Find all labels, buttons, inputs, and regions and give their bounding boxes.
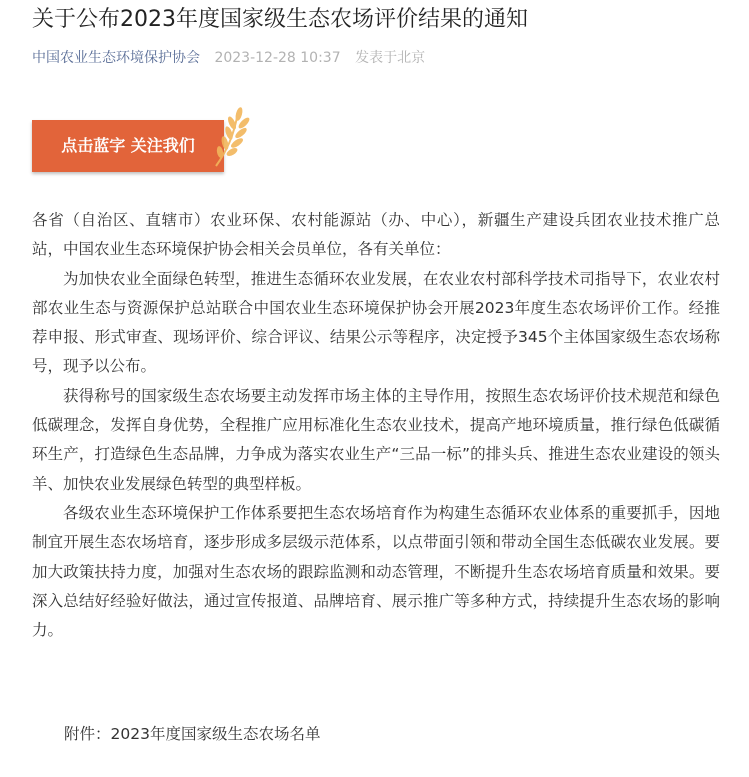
body-paragraph: 各级农业生态环境保护工作体系要把生态农场培育作为构建生态循环农业体系的重要抓手，因地制宜开展生态农场培育，逐步形成多层级示范体系，以点带面引领和带动全国生态低碳农业发展。要加大政策扶持力度，加强对生态农场的跟踪监测和动态管理，不断提升生态农场培育质量和效果。要深入总结好经验好做法，通过宣传报道、品牌培育、展示推广等多种方式，持续提升生态农场的影响力。 (32, 503, 720, 640)
salutation: 各省（自治区、直辖市）农业环保、农村能源站（办、中心），新疆生产建设兵团农业技术推广总站，中国农业生态环境保护协会相关会员单位，各有关单位： (32, 211, 720, 259)
article-body (32, 206, 720, 645)
article-title: 关于公布2023年度国家级生态农场评价结果的通知 (32, 7, 528, 32)
wheat-icon (208, 106, 254, 168)
attachment-line: 附件：2023年度国家级生态农场名单 (64, 725, 321, 743)
follow-banner[interactable] (32, 106, 252, 172)
follow-banner-label[interactable]: 点击蓝字 关注我们 (32, 120, 224, 172)
article-meta (32, 48, 425, 68)
publish-time: 2023-12-28 10:37 (214, 50, 341, 66)
body-paragraph: 获得称号的国家级生态农场要主动发挥市场主体的主导作用，按照生态农场评价技术规范和绿色低碳理念，发挥自身优势，全程推广应用标准化生态农业技术，提高产地环境质量，推行绿色低碳循环生产，打造绿色生态品牌，力争成为落实农业生产“三品一标”的排头兵、推进生态农业建设的领头羊、加快农业发展绿色转型的典型样板。 (32, 386, 720, 493)
body-paragraph: 为加快农业全面绿色转型，推进生态循环农业发展，在农业农村部科学技术司指导下，农业农村部农业生态与资源保护总站联合中国农业生态环境保护协会开展2023年度生态农场评价工作。经推荐申报、形式审查、现场评价、综合评议、结果公示等程序，决定授予345个主体国家级生态农场称号，现予以公布。 (32, 269, 720, 376)
account-name-link[interactable]: 中国农业生态环境保护协会 (32, 50, 200, 66)
publish-location: 发表于北京 (355, 50, 426, 66)
